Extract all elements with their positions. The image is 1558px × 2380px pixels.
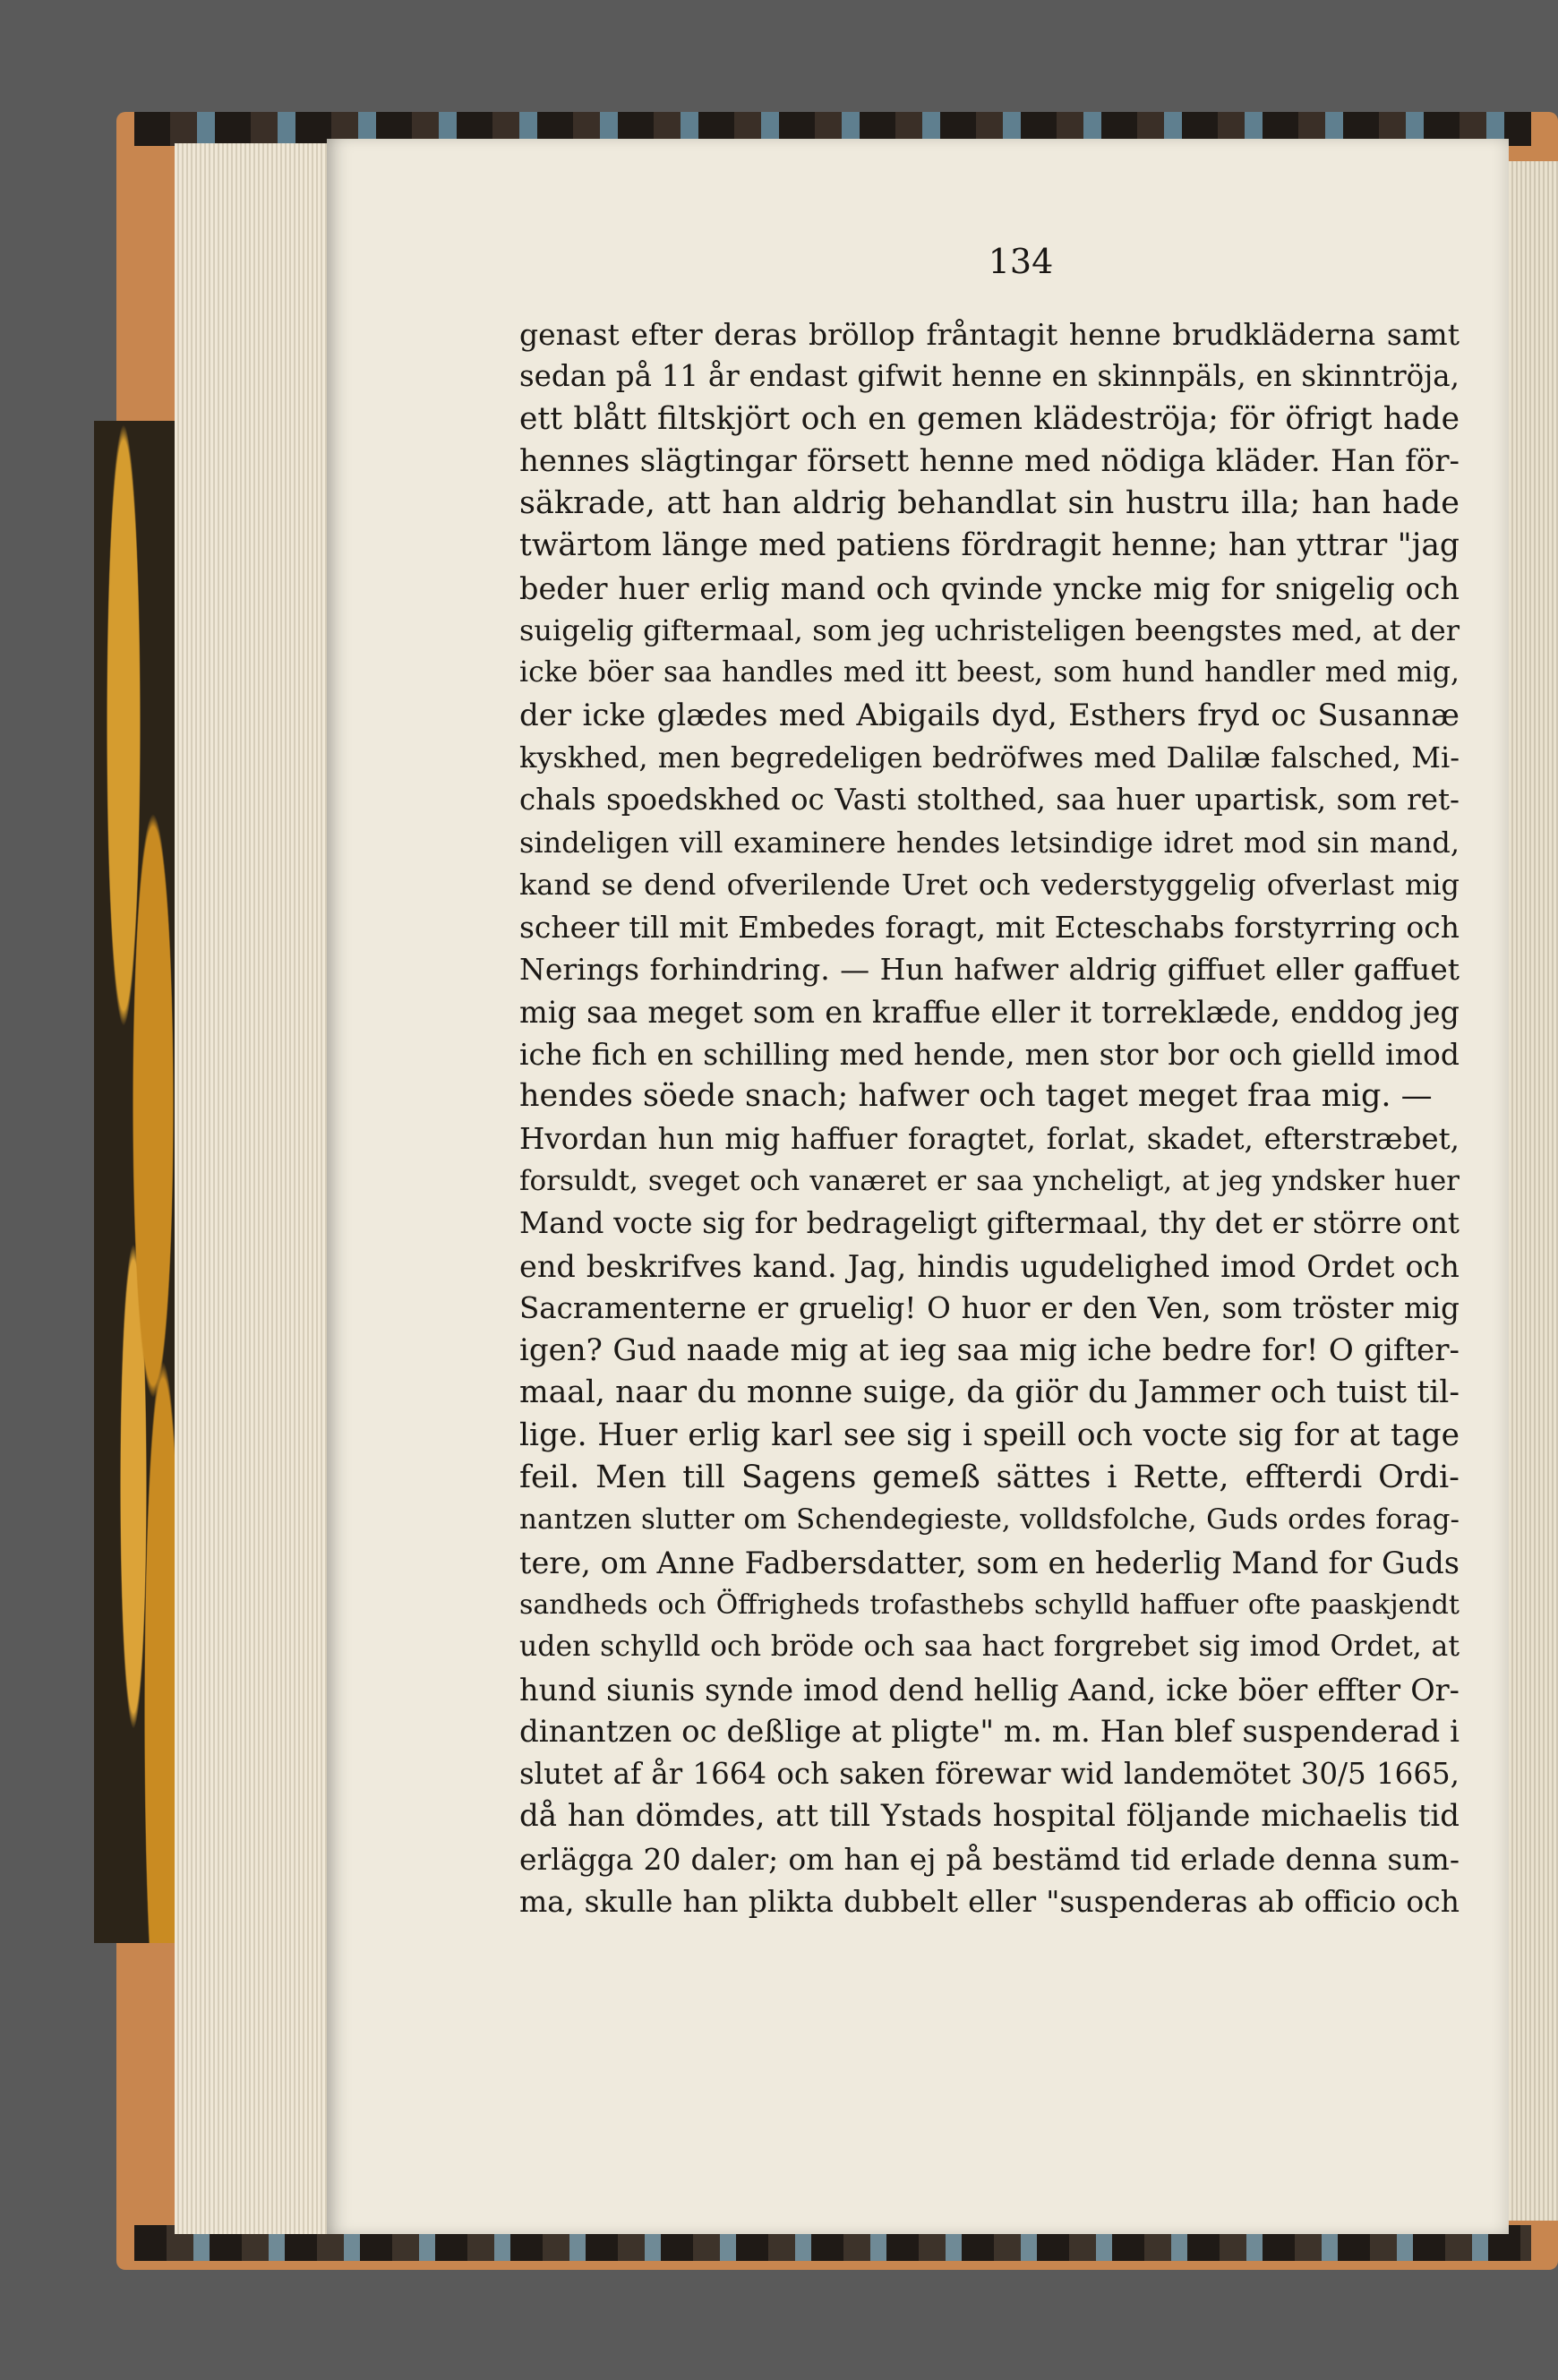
text-line: twärtom länge med patiens fördragit henne; han yttrar "jag [519,527,1460,564]
text-line: slutet af år 1664 och saken förewar wid landemötet 30/5 1665, [519,1757,1460,1792]
text-line: uden schylld och bröde och saa hact forgrebet sig imod Ordet, at [519,1631,1460,1664]
text-line: igen? Gud naade mig at ieg saa mig iche bedre for! O gifter- [519,1332,1460,1369]
text-line: maal, naar du monne suige, da giör du Jammer och tuist til- [519,1374,1460,1411]
text-line: scheer till mit Embedes foragt, mit Ecteschabs forstyrring och [519,910,1460,946]
text-line: feil. Men till Sagens gemeß sättes i Rette, effterdi Ordi- [519,1460,1460,1496]
text-line: ma, skulle han plikta dubbelt eller "suspenderas ab officio och [519,1883,1460,1919]
text-line: suigelig giftermaal, som jeg uchristeligen beengstes med, at der [519,613,1460,648]
page-stack-right [1509,161,1558,2221]
text-line: ett blått filtskjört och en gemen klädeströja; för öfrigt hade [519,400,1460,437]
text-line: sindeligen vill examinere hendes letsindige idret mod sin mand, [519,825,1460,860]
text-line: Nerings forhindring. — Hun hafwer aldrig giffuet eller gaffuet [519,952,1460,988]
text-line: hund siunis synde imod dend hellig Aand, icke böer effter Or- [519,1672,1460,1708]
page-stack-left [175,143,331,2234]
text-line: kand se dend ofverilende Uret och vederstyggelig ofverlast mig [519,867,1460,902]
text-line: erlägga 20 daler; om han ej på bestämd tid erlade denna sum- [519,1841,1460,1877]
text-line: icke böer saa handles med itt beest, som hund handler med mig, [519,656,1460,689]
text-line: tere, om Anne Fadbersdatter, som en hederlig Mand for Guds [519,1545,1460,1580]
text-line: Hvordan hun mig haffuer foragtet, forlat, skadet, efterstræbet, [519,1121,1460,1156]
text-line: dinantzen oc deßlige at pligte" m. m. Han blef suspenderad i [519,1713,1460,1750]
text-line: end beskrifves kand. Jag, hindis ugudelighed imod Ordet och [519,1248,1460,1284]
text-line: Mand vocte sig for bedrageligt giftermaal, thy det er större ont [519,1206,1460,1241]
text-line: sandheds och Öffrigheds trofasthebs schylld haffuer ofte paaskjendt [519,1588,1460,1621]
text-line: hennes slägtingar försett henne med nödiga kläder. Han för- [519,442,1460,479]
text-line: Sacramenterne er gruelig! O huor er den Ven, som tröster mig [519,1290,1460,1325]
body-text [519,313,1460,1922]
text-line: beder huer erlig mand och qvinde yncke mig for snigelig och [519,570,1460,606]
text-line: genast efter deras bröllop fråntagit henne brudkläderna samt [519,317,1460,352]
text-line: nantzen slutter om Schendegieste, volldsfolche, Guds ordes forag- [519,1503,1460,1537]
text-line: kyskhed, men begredeligen bedröfwes med Dalilæ falsched, Mi- [519,740,1460,775]
text-line: der icke glædes med Abigails dyd, Esthers fryd oc Susannæ [519,697,1460,733]
text-line: mig saa meget som en kraffue eller it torreklæde, enddog jeg [519,994,1460,1030]
text-line: då han dömdes, att till Ystads hospital följande michaelis tid [519,1798,1460,1835]
text-line: säkrade, att han aldrig behandlat sin hustru illa; han hade [519,485,1460,522]
text-line: sedan på 11 år endast gifwit henne en skinnpäls, en skinntröja, [519,359,1460,394]
page-number: 134 [988,242,1054,281]
text-line: chals spoedskhed oc Vasti stolthed, saa huer upartisk, som ret- [519,783,1460,818]
text-line: forsuldt, sveget och vanæret er saa yncheligt, at jeg yndsker huer [519,1164,1460,1197]
text-line: lige. Huer erlig karl see sig i speill och vocte sig for at tage [519,1417,1460,1453]
text-line: iche fich en schilling med hende, men stor bor och gielld imod [519,1037,1460,1073]
text-line: hendes söede snach; hafwer och taget meget fraa mig. — [519,1078,1433,1115]
